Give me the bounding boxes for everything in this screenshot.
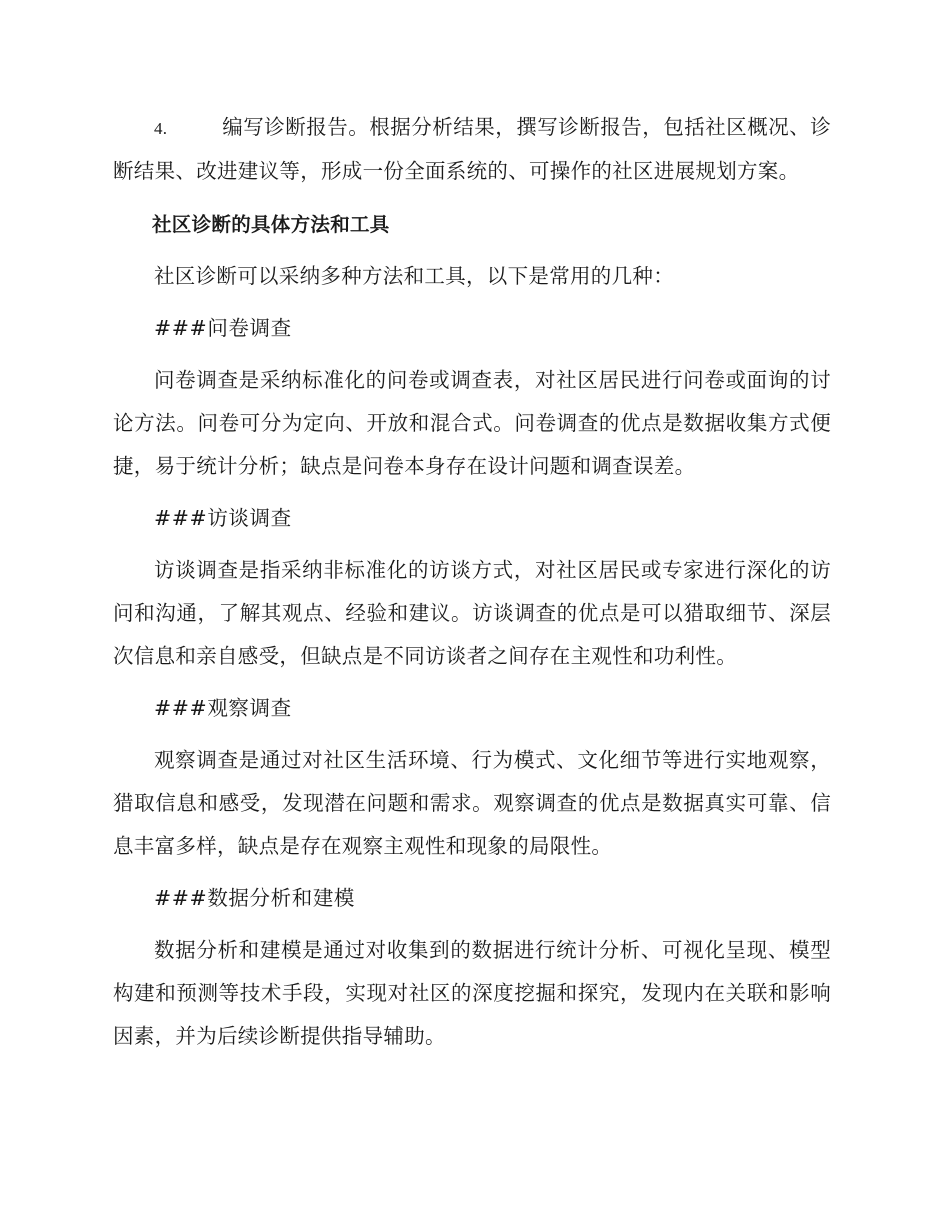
intro-paragraph: 社区诊断可以采纳多种方法和工具，以下是常用的几种： [154,264,674,288]
paragraph-questionnaire: 问卷调查是采纳标准化的问卷或调查表，对社区居民进行问卷或面询的讨论方法。问卷可分为定向、开放和混合式。问卷调查的优点是数据收集方式便捷，易于统计分析；缺点是问卷本身存在设计问题和调查误差。 [113,368,831,478]
subheading-observation: ###观察调查 [154,696,292,720]
list-item-text: 编写诊断报告。根据分析结果，撰写诊断报告，包括社区概况、诊断结果、改进建议等，形成一份全面系统的、可操作的社区进展规划方案。 [113,115,831,183]
list-item-number: 4. [154,119,168,138]
subheading-questionnaire: ###问卷调查 [154,316,292,340]
paragraph-observation: 观察调查是通过对社区生活环境、行为模式、文化细节等进行实地观察，猎取信息和感受，发现潜在问题和需求。观察调查的优点是数据真实可靠、信息丰富多样，缺点是存在观察主观性和现象的局限性。 [113,748,831,858]
section-title: 社区诊断的具体方法和工具 [152,213,390,236]
list-item-4 [113,106,831,193]
paragraph-data-analysis: 数据分析和建模是通过对收集到的数据进行统计分析、可视化呈现、模型构建和预测等技术手段，实现对社区的深度挖掘和探究，发现内在关联和影响因素，并为后续诊断提供指导辅助。 [113,938,831,1048]
subheading-interview: ###访谈调查 [154,506,292,530]
paragraph-interview: 访谈调查是指采纳非标准化的访谈方式，对社区居民或专家进行深化的访问和沟通，了解其观点、经验和建议。访谈调查的优点是可以猎取细节、深层次信息和亲自感受，但缺点是不同访谈者之间存在主观性和功利性。 [113,558,831,668]
subheading-data-analysis: ###数据分析和建模 [154,886,356,910]
document-body [113,106,831,1058]
